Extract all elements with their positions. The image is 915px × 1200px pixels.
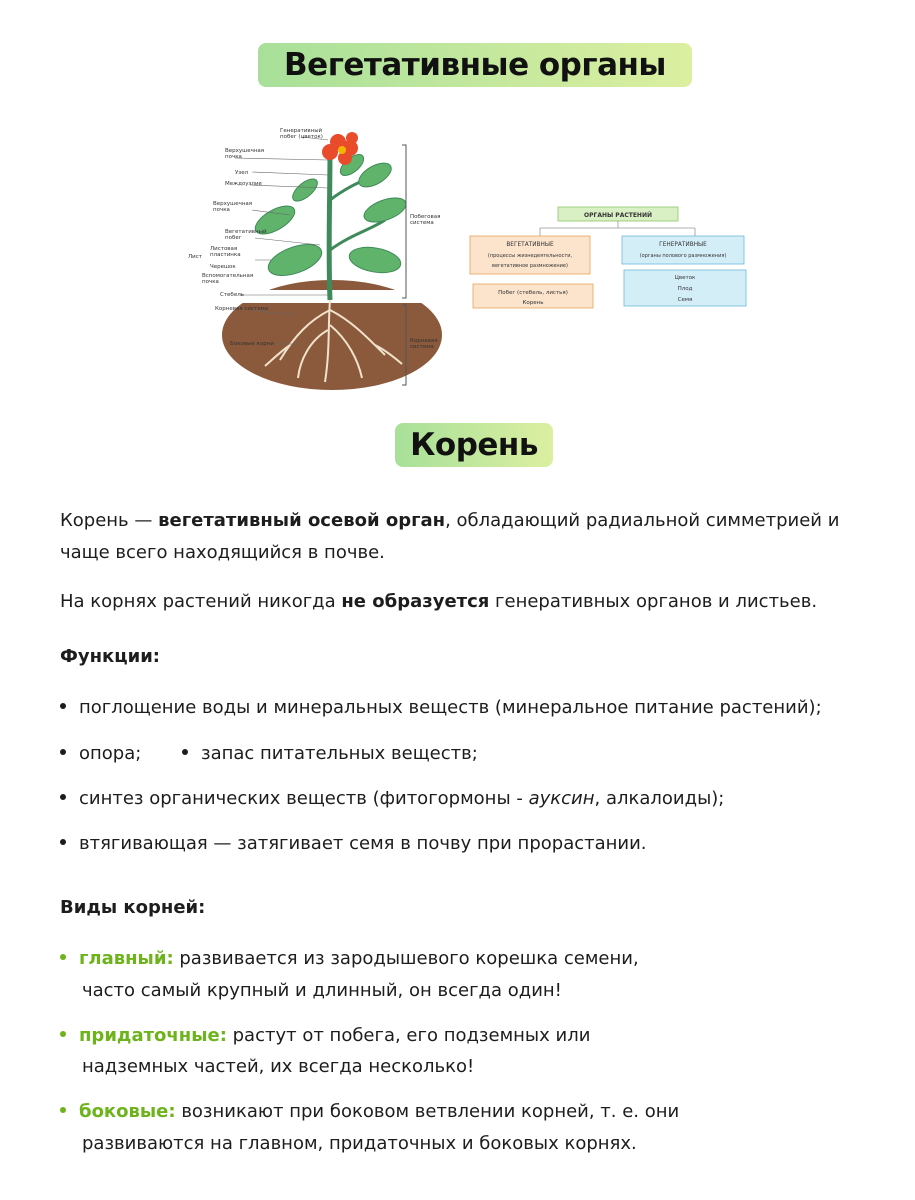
scheme-veg-item2: Корень	[522, 300, 544, 306]
type-text: возникают при боковом ветвлении корней, т. е. они	[175, 1101, 680, 1122]
label-stem: Стебель	[220, 292, 244, 298]
type-label: придаточные:	[79, 1025, 227, 1046]
bullet	[60, 794, 66, 800]
label-shoot-system-2: система	[410, 220, 434, 226]
scheme-gen-box	[622, 236, 744, 264]
function-italic: ауксин	[528, 788, 595, 809]
label-apical-bud: Верхушечная	[225, 148, 265, 154]
function-text: опора;	[79, 743, 142, 764]
scheme-gen-item1: Цветок	[674, 275, 696, 281]
label-generative-shoot-2: побег (цветок)	[280, 134, 323, 140]
list-item	[60, 828, 647, 860]
label-petiole: Черешок	[210, 264, 236, 270]
label-leaf-blade: Листовая	[210, 246, 238, 252]
type-label: главный:	[79, 948, 174, 969]
bullet	[60, 703, 66, 709]
shoot-bracket	[402, 145, 406, 298]
root-type-lateral	[60, 1096, 679, 1128]
intro-paragraph-2	[60, 586, 860, 618]
scheme-connector	[540, 221, 695, 236]
scheme-gen-item2: Плод	[677, 286, 693, 292]
function-text: синтез органических веществ (фитогормоны -	[79, 788, 529, 809]
label-internode: Междоузлие	[225, 181, 262, 187]
label-root-system-r: Корневая	[410, 338, 438, 344]
label-axillary-bud-2: почка	[202, 279, 219, 285]
functions-heading: Функции:	[60, 646, 161, 667]
root-type-main-cont: часто самый крупный и длинный, он всегда один!	[82, 980, 562, 1001]
function-text: втягивающая — затягивает семя в почву при прорастании.	[79, 833, 647, 854]
plant-figure	[180, 120, 760, 400]
intro-text: Корень —	[60, 510, 159, 531]
scheme-gen-item3: Семя	[677, 297, 693, 303]
label-axillary-bud: Вспомогательная	[202, 273, 254, 279]
type-text: растут от побега, его подземных или	[226, 1025, 591, 1046]
bullet	[60, 1031, 66, 1037]
list-item	[60, 738, 141, 770]
scheme-gen-sub: (органы полового размножения)	[639, 253, 727, 259]
intro2-text: На корнях растений никогда	[60, 591, 342, 612]
label-veg-shoot-2: побег	[225, 235, 242, 241]
bullet	[182, 749, 188, 755]
bullet	[60, 954, 66, 960]
types-heading: Виды корней:	[60, 897, 206, 918]
scheme-veg-title: ВЕГЕТАТИВНЫЕ	[506, 242, 554, 248]
organs-scheme	[470, 207, 746, 308]
scheme-veg-item1: Побег (стебель, листья)	[498, 290, 568, 296]
label-root-system-r2: система	[410, 344, 434, 350]
intro-text-2: , обладающий радиальной симметрией и	[445, 510, 840, 531]
label-generative-shoot: Генеративный	[280, 128, 323, 134]
function-text: запас питательных веществ;	[201, 743, 478, 764]
intro2-bold: не образуется	[341, 591, 490, 612]
type-label: боковые:	[79, 1101, 176, 1122]
label-apical-bud-2: почка	[225, 154, 242, 160]
bullet	[60, 839, 66, 845]
scheme-veg-sub1: (процессы жизнедеятельности,	[487, 253, 573, 259]
scheme-veg-sub2: вегетативное размножение)	[492, 263, 568, 269]
branch-2	[330, 220, 385, 250]
label-shoot-system: Побеговая	[410, 214, 441, 220]
scheme-top: ОРГАНЫ РАСТЕНИЙ	[584, 212, 652, 219]
label-node: Узел	[235, 170, 249, 176]
root-type-lateral-cont: развиваются на главном, придаточных и боковых корнях.	[82, 1133, 637, 1154]
label-root-system: Корневая система	[215, 306, 269, 312]
root-type-adventitious-cont: надземных частей, их всегда несколько!	[82, 1056, 475, 1077]
function-text-end: , алкалоиды);	[594, 788, 725, 809]
intro-text-3: чаще всего находящийся в почве.	[60, 542, 385, 563]
bullet	[60, 749, 66, 755]
intro-paragraph-1	[60, 505, 860, 569]
function-text: поглощение воды и минеральных веществ (минеральное питание растений);	[79, 697, 822, 718]
label-leaf: Лист	[188, 254, 202, 260]
list-item	[60, 783, 724, 815]
title-vegetative-organs: Вегетативные органы	[258, 43, 692, 87]
label-apical-bud-b2: почка	[213, 207, 230, 213]
bullet	[60, 1107, 66, 1113]
title-root: Корень	[395, 423, 553, 467]
list-item	[182, 738, 478, 770]
root-type-main	[60, 943, 639, 975]
root-type-adventitious	[60, 1020, 590, 1052]
label-leaf-blade-2: пластинка	[210, 252, 241, 258]
intro-bold: вегетативный осевой орган	[158, 510, 446, 531]
label-lateral-roots: Боковые корни	[230, 341, 274, 347]
scheme-gen-title: ГЕНЕРАТИВНЫЕ	[659, 242, 707, 248]
intro2-text-2: генеративных органов и листьев.	[489, 591, 818, 612]
list-item	[60, 692, 822, 724]
label-veg-shoot: Вегетативный	[225, 229, 267, 235]
type-text: развивается из зародышевого корешка семени,	[173, 948, 639, 969]
label-apical-bud-b: Верхушечная	[213, 201, 253, 207]
stem	[329, 150, 330, 300]
